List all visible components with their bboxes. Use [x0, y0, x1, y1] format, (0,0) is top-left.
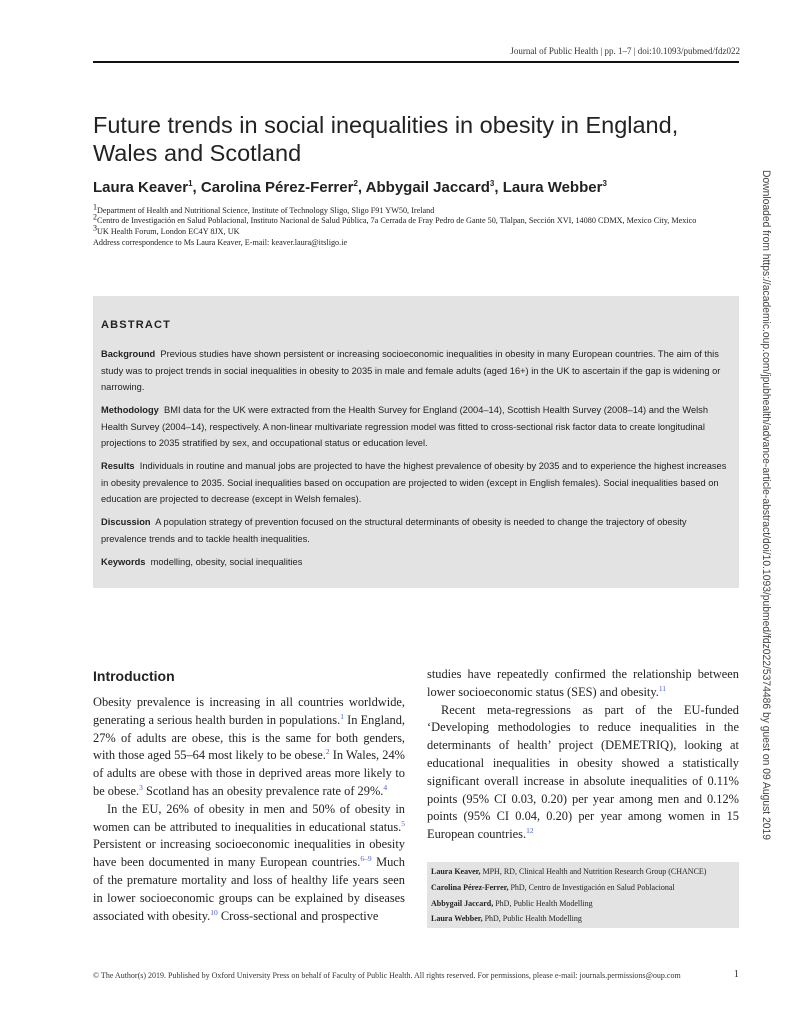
abstract-text: Individuals in routine and manual jobs are projected to have the highest prevalence of obesity by 2035 and to experience the highest increases in obesity prevalence to 2035. Social inequalities based on occupation are projected to widen (except in English females). Social inequalities based on education are projected to decrease (except in Welsh females). [101, 461, 727, 504]
body-paragraph: Obesity prevalence is increasing in all countries worldwide, generating a serious health burden in populations.$^1$ In England, 27% of adults are obese, this is the same for both genders, with those aged 55–64 most likely to be obese.$^2$ In Wales, 24% of adults are obese with those in deprived areas more likely to be obese.$^3$ Scotland has an obesity prevalence rate of 29%.$^4$ [93, 695, 405, 798]
author-affil-sup: 3 [602, 179, 607, 188]
author-info-line: Abbygail Jaccard, PhD, Public Health Modelling [431, 899, 593, 908]
citation-link[interactable]: 4 [383, 782, 388, 792]
citation-link[interactable]: 3 [139, 782, 143, 792]
citation-link[interactable]: 10 [210, 907, 218, 917]
copyright-footer: © The Author(s) 2019. Published by Oxford University Press on behalf of Faculty of Public Health. All rights reserved. For permissions, please e-mail: journals.permissions@oup.com [93, 971, 681, 980]
abstract-text: Previous studies have shown persistent or increasing socioeconomic inequalities in obesity in many European countries. The aim of this study was to project trends in social inequalities in obesity to 2035 in male and female adults (aged 16+) in the UK to ascertain if the gap is widening or narrowing. [101, 349, 721, 392]
page-number: 1 [733, 969, 739, 980]
author-name: Laura Keaver [93, 179, 189, 196]
affil-sup: 2 [93, 212, 97, 222]
author-name: Laura Webber [502, 179, 603, 196]
abstract-text: modelling, obesity, social inequalities [150, 557, 303, 567]
download-watermark-text: Downloaded from https://academic.oup.com/jpubhealth/advance-article-abstract/doi/10.1093/pubmed/fdz022/5374486 by guest on 09 August 2019 [760, 170, 772, 896]
abstract-background [101, 346, 733, 396]
abstract-text: BMI data for the UK were extracted from the Health Survey for England (2004–14), Scottish Health Survey (2008–14) and the Welsh Health Survey (2004–14), respectively. A non-linear multivariate regression model was fitted to cross-sectional risk factor data to create longitudinal projections to 2035 stratified by sex, and occupational status or education level. [101, 405, 709, 448]
citation-link[interactable]: 1 [340, 711, 344, 721]
running-header: Journal of Public Health | pp. 1–7 | doi:10.1093/pubmed/fdz022 [510, 46, 740, 56]
citation-link[interactable]: 5 [401, 818, 405, 828]
author-affil-sup: 2 [353, 179, 358, 188]
correspondence-address: Address correspondence to Ms Laura Keaver, E-mail: keaver.laura@itsligo.ie [93, 238, 348, 247]
affiliation [93, 223, 739, 237]
author-info-line: Laura Keaver, MPH, RD, Clinical Health and Nutrition Research Group (CHANCE) [431, 867, 707, 876]
affiliation [93, 202, 739, 216]
abstract-label: Results [101, 461, 135, 471]
citation-link[interactable]: 6–9 [360, 854, 372, 864]
abstract-label: Methodology [101, 405, 159, 415]
citation-link[interactable]: 2 [325, 747, 330, 757]
abstract-discussion [101, 514, 733, 547]
abstract-text: A population strategy of prevention focused on the structural determinants of obesity is needed to change the trajectory of obesity prevalence trends and to tackle health inequalities. [101, 517, 687, 544]
affiliation [93, 212, 739, 226]
abstract-label: Background [101, 349, 156, 359]
section-heading: Introduction [93, 668, 175, 684]
paper-title: Future trends in social inequalities in obesity in England, Wales and Scotland [93, 112, 679, 166]
abstract-methodology [101, 402, 733, 452]
author-affil-sup: 3 [489, 179, 495, 188]
affil-text: UK Health Forum, London EC4Y 8JX, UK [97, 227, 240, 236]
author-name: Carolina Pérez-Ferrer [200, 179, 354, 196]
author-list: Laura Keaver$^1$, Carolina Pérez-Ferrer$^2$, Abbygail Jaccard$^3$, Laura Webber$^3$ [93, 179, 607, 196]
citation-link[interactable]: 12 [526, 826, 534, 836]
author-info-line: Carolina Pérez-Ferrer, PhD, Centro de Investigación en Salud Poblacional [431, 883, 675, 892]
abstract-label: Keywords [101, 557, 146, 567]
body-column-right [427, 666, 739, 844]
affil-sup: 1 [93, 202, 97, 212]
affil-text: Department of Health and Nutritional Science, Institute of Technology Sligo, Sligo F91 YW50, Ireland [97, 206, 435, 215]
download-watermark [760, 170, 776, 896]
body-column-left [93, 694, 405, 925]
author-affil-sup: 1 [188, 179, 193, 188]
author-info-line: Laura Webber, PhD, Public Health Modelling [431, 914, 582, 923]
body-paragraph: studies have repeatedly confirmed the relationship between lower socioeconomic status (SES) and obesity.$^{11}$ [427, 667, 739, 699]
affil-text: Centro de Investigación en Salud Poblacional, Instituto Nacional de Salud Pública, 7a Cerrada de Fray Pedro de Gante 50, Tlalpan, Sección XVI, 14080 CDMX, Mexico City, Mexico [97, 216, 697, 225]
affil-sup: 3 [93, 223, 97, 233]
header-rule [93, 61, 739, 63]
citation-link[interactable]: 11 [658, 683, 667, 693]
body-paragraph: Recent meta-regressions as part of the EU-funded ‘Developing methodologies to reduce inequalities in the determinants of health’ project (DEMETRIQ), looking at educational inequalities in obesity showed a statistically significant overall increase in absolute inequalities of 0.11% points (95% CI 0.03, 0.20) per year among men and 0.12% points (95% CI 0.04, 0.20) per year among women in 15 European countries.$^{12}$ [427, 702, 739, 842]
author-name: Abbygail Jaccard [365, 179, 490, 196]
body-paragraph: In the EU, 26% of obesity in men and 50% of obesity in women can be attributed to inequalities in educational status.$^5$ Persistent or increasing socioeconomic inequalities in obesity have been documented in many European countries.$^{6-9}$ Much of the premature mortality and loss of healthy life years seen in lower socioeconomic groups can be explained by diseases associated with obesity.$^{10}$ Cross-sectional and prospective [93, 801, 405, 923]
abstract-results [101, 458, 733, 508]
abstract-keywords [101, 554, 733, 571]
abstract-label: Discussion [101, 517, 151, 527]
abstract-heading: ABSTRACT [101, 319, 172, 331]
